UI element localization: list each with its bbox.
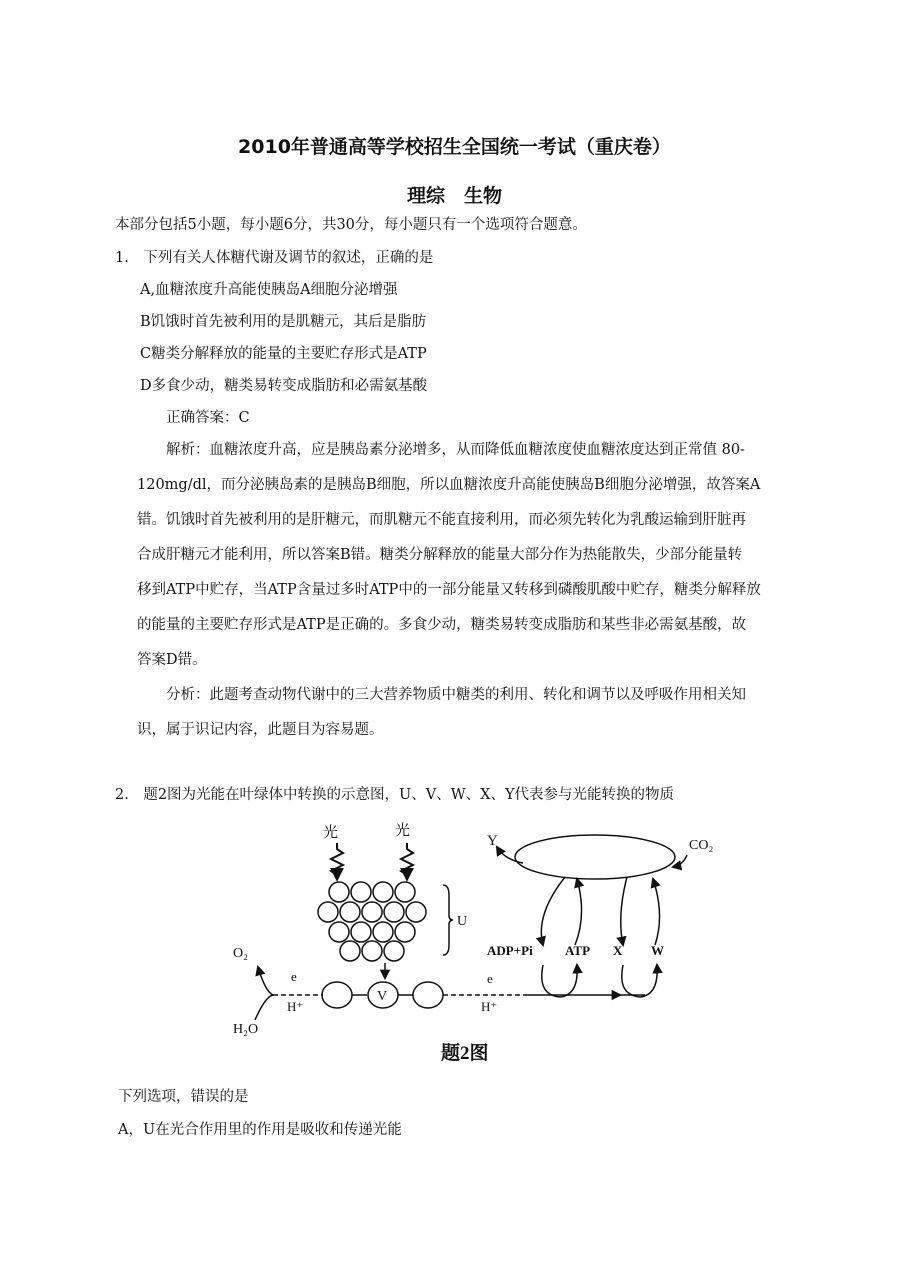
q1-explanation-line: 错。饥饿时首先被利用的是肝糖元，而肌糖元不能直接利用，而必须先转化为乳酸运输到肝脏再 <box>137 512 746 528</box>
w-label: W <box>651 943 664 958</box>
q1-stem: 1. 下列有关人体糖代谢及调节的叙述，正确的是 <box>115 250 434 266</box>
loop-left-up <box>575 879 582 945</box>
q1-option-d: D多食少动，糖类易转变成脂肪和必需氨基酸 <box>140 378 428 394</box>
q1-answer: 正确答案：C <box>166 410 250 426</box>
q1-explanation-line: 合成肝糖元才能利用，所以答案B错。糖类分解释放的能量大部分作为热能散失，少部分能量转 <box>137 547 743 563</box>
lower-loop-right <box>622 965 657 997</box>
o2-label: O₂ <box>233 946 248 961</box>
q1-option-c: C糖类分解释放的能量的主要贮存形式是ATP <box>140 346 427 362</box>
h2o-label: H₂O <box>233 1022 259 1037</box>
light-conversion-diagram <box>225 815 745 1075</box>
intro-text: 本部分包括5小题，每小题6分，共30分，每小题只有一个选项符合题意。 <box>115 217 587 233</box>
diagram-caption: 题2图 <box>441 1043 489 1064</box>
exam-title: 2010年普通高等学校招生全国统一考试（重庆卷） <box>238 136 671 158</box>
adp-label: ADP+Pi <box>487 943 533 958</box>
q1-option-b: B饥饿时首先被利用的是肌糖元，其后是脂肪 <box>140 314 427 330</box>
calvin-cycle <box>515 835 675 879</box>
proton-label-2: H⁺ <box>481 999 498 1014</box>
carrier-1 <box>322 982 352 1008</box>
x-label: X <box>613 943 623 958</box>
q1-explanation-line: 答案D错。 <box>137 652 207 668</box>
q2-stem: 2. 题2图为光能在叶绿体中转换的示意图，U、V、W、X、Y代表参与光能转换的物质 <box>115 787 675 803</box>
q1-explanation-line: 120mg/dl，而分泌胰岛素的是胰岛B细胞，所以血糖浓度升高能使胰岛B细胞分泌增强，故答案A <box>137 477 761 493</box>
atp-label: ATP <box>565 943 591 958</box>
water-split-arrow <box>255 967 273 1020</box>
light-ray-1 <box>331 843 343 879</box>
loop-right-up <box>653 879 660 945</box>
u-label: U <box>457 914 468 929</box>
q1-explanation-line: 解析：血糖浓度升高，应是胰岛素分泌增多，从而降低血糖浓度使血糖浓度达到正常值 80- <box>166 442 745 458</box>
u-bracket <box>443 885 453 955</box>
loop-right-down <box>621 877 627 945</box>
y-label: Y <box>487 833 498 849</box>
light-label-1: 光 <box>323 825 339 841</box>
lower-loop-left <box>542 965 577 997</box>
q2-option-a: A，U在光合作用里的作用是吸收和传递光能 <box>118 1122 402 1138</box>
pigment-cluster <box>318 882 426 961</box>
electron-label-2: e <box>487 971 493 986</box>
q1-analysis-line: 识，属于识记内容，此题目为容易题。 <box>137 722 384 738</box>
light-label-2: 光 <box>395 823 411 839</box>
q1-explanation-line: 的能量的主要贮存形式是ATP是正确的。多食少动，糖类易转变成脂肪和某些非必需氨基酸，故 <box>137 617 747 633</box>
q2-prompt: 下列选项，错误的是 <box>118 1089 249 1105</box>
q1-analysis-line: 分析：此题考查动物代谢中的三大营养物质中糖类的利用、转化和调节以及呼吸作用相关知 <box>166 687 746 703</box>
q1-explanation-line: 移到ATP中贮存，当ATP含量过多时ATP中的一部分能量又转移到磷酸肌酸中贮存，糖类分解释放 <box>137 582 761 598</box>
diagram-svg <box>225 815 745 1075</box>
co2-label: CO₂ <box>689 838 714 853</box>
proton-label-1: H⁺ <box>287 999 304 1014</box>
electron-label-1: e <box>291 969 297 984</box>
v-label: V <box>377 989 388 1004</box>
light-ray-2 <box>401 843 413 879</box>
carrier-3 <box>413 982 443 1008</box>
loop-left-down <box>541 877 565 945</box>
q1-option-a: A,血糖浓度升高能使胰岛A细胞分泌增强 <box>140 282 398 298</box>
exam-subtitle: 理综 生物 <box>406 185 502 207</box>
